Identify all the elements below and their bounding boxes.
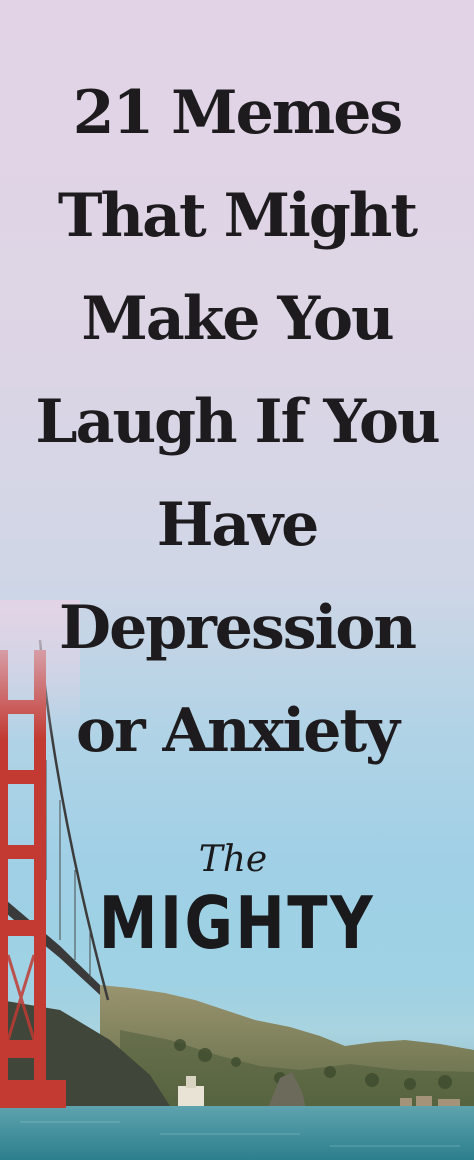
- water: [0, 1106, 474, 1160]
- lighthouse: [178, 1086, 204, 1108]
- headline-line-2: That Might: [57, 181, 417, 251]
- headline-line-1: 21 Memes: [72, 78, 402, 148]
- headline-line-6: Depression: [59, 593, 415, 663]
- headline-line-5: Have: [156, 490, 318, 560]
- headline-line-3: Make You: [81, 284, 393, 354]
- headline-line-4: Laugh If You: [35, 387, 439, 457]
- brand-prefix: The: [198, 839, 268, 880]
- brand-name: MIGHTY: [98, 881, 376, 965]
- brand-logo: [0, 840, 474, 966]
- headline-line-7: or Anxiety: [75, 696, 398, 766]
- headline: [0, 62, 474, 783]
